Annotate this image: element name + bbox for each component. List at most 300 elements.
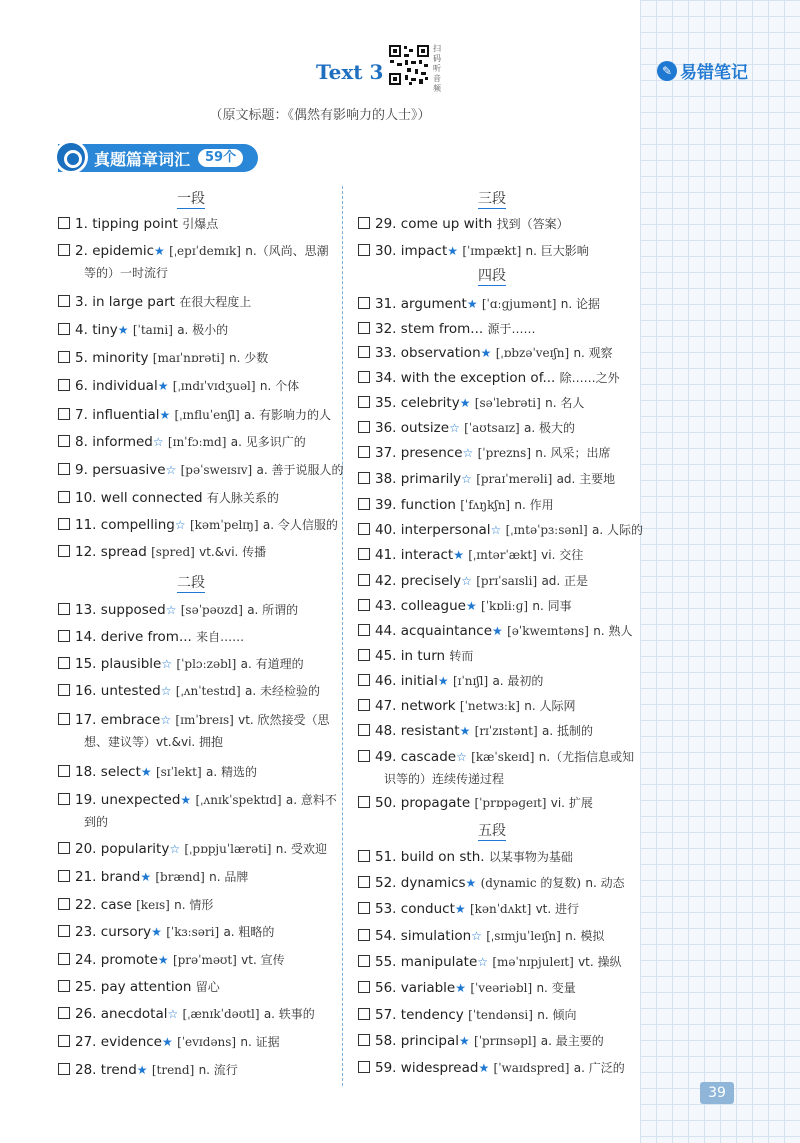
checkbox[interactable] (358, 446, 370, 458)
item-pronunciation: [ˌɪntəˈpɜːsənl] (505, 523, 588, 537)
item-number: 33. (375, 345, 397, 361)
star-icon: ★ (459, 396, 471, 410)
item-definition: n.（风尚、思潮 (245, 244, 329, 258)
star-icon: ★ (458, 1034, 470, 1048)
checkbox[interactable] (358, 244, 370, 256)
item-pronunciation: [ˈprezns] (477, 446, 531, 460)
item-number: 19. (75, 792, 97, 808)
item-pronunciation: [ˌɪntərˈækt] (468, 548, 537, 562)
item-word: derive from... (100, 629, 192, 645)
checkbox[interactable] (58, 1007, 70, 1019)
item-word: influential (92, 407, 160, 423)
checkbox[interactable] (358, 796, 370, 808)
star-icon: ★ (465, 599, 477, 613)
item-word: cascade (400, 749, 457, 765)
item-pronunciation: [ˌpɒpjuˈlærəti] (184, 842, 272, 856)
checkbox[interactable] (58, 1035, 70, 1047)
section-heading: 二段 (177, 575, 205, 591)
item-number: 27. (75, 1034, 97, 1050)
checkbox[interactable] (358, 217, 370, 229)
checkbox[interactable] (358, 929, 370, 941)
item-word: come up with (400, 216, 493, 232)
vocab-item (58, 976, 220, 998)
checkbox[interactable] (358, 902, 370, 914)
item-word: function (400, 497, 456, 513)
item-word: principal (400, 1033, 459, 1049)
checkbox[interactable] (358, 523, 370, 535)
checkbox[interactable] (58, 1063, 70, 1075)
item-pronunciation: [ˌɪndɪˈvɪdʒuəl] (172, 379, 256, 393)
item-word: persuasive (92, 462, 166, 478)
item-number: 6. (75, 378, 88, 394)
item-number: 45. (375, 648, 397, 664)
checkbox[interactable] (358, 674, 370, 686)
item-pronunciation: [ˈevɪdəns] (177, 1035, 237, 1049)
vocab-item (58, 319, 228, 341)
item-word: tendency (400, 1007, 464, 1023)
pen-icon: ✎ (657, 61, 677, 81)
item-number: 28. (75, 1062, 97, 1078)
item-word: case (100, 897, 132, 913)
star-icon: ☆ (462, 446, 474, 460)
item-definition: 源于…… (487, 322, 536, 336)
item-pronunciation: [sɪˈlekt] (155, 765, 202, 779)
search-icon (54, 140, 88, 174)
item-number: 43. (375, 598, 397, 614)
section-heading: 一段 (177, 191, 205, 207)
item-definition: n. 个体 (259, 379, 300, 393)
checkbox[interactable] (358, 346, 370, 358)
item-number: 7. (75, 407, 88, 423)
grid-margin (640, 0, 800, 1143)
item-definition: a. 极小的 (177, 323, 229, 337)
vocab-item (358, 1004, 576, 1026)
item-number: 23. (75, 924, 97, 940)
item-word: epidemic (92, 243, 155, 259)
checkbox[interactable] (58, 295, 70, 307)
item-definition: 来自…… (196, 630, 245, 644)
star-icon: ★ (478, 1061, 490, 1075)
checkbox[interactable] (58, 870, 70, 882)
vocab-item (358, 417, 575, 439)
item-definition: a. 有影响力的人 (244, 408, 332, 422)
item-pronunciation: [ˈtendənsi] (468, 1008, 533, 1022)
item-definition: n. 品牌 (209, 870, 249, 884)
star-icon: ★ (140, 870, 152, 884)
item-definition: vt. 操纵 (578, 955, 622, 969)
checkbox[interactable] (358, 955, 370, 967)
item-number: 21. (75, 869, 97, 885)
checkbox[interactable] (358, 498, 370, 510)
checkbox[interactable] (58, 713, 70, 725)
item-definition-cont: 等的）一时流行 (84, 266, 169, 280)
item-definition: a. 最初的 (492, 674, 544, 688)
item-definition: n. 同事 (532, 599, 572, 613)
vocab-item (58, 709, 330, 753)
item-number: 20. (75, 841, 97, 857)
vocab-item (358, 570, 588, 592)
item-word: acquaintance (400, 623, 493, 639)
star-icon: ★ (437, 674, 449, 688)
item-definition: vi. 交往 (541, 548, 584, 562)
item-definition: n. 变量 (536, 981, 576, 995)
checkbox[interactable] (358, 624, 370, 636)
star-icon: ☆ (174, 518, 186, 532)
item-pronunciation: [səˈpəʊzd] (180, 603, 243, 617)
item-number: 46. (375, 673, 397, 689)
item-pronunciation: [ˈaʊtsaɪz] (464, 421, 520, 435)
vocab-item (358, 620, 632, 642)
item-pronunciation: [ˈɪmpækt] (462, 244, 522, 258)
item-definition: n. 观察 (573, 346, 613, 360)
checkbox[interactable] (358, 472, 370, 484)
item-word: select (100, 764, 141, 780)
checkbox[interactable] (58, 545, 70, 557)
item-word: brand (100, 869, 141, 885)
vocab-item (58, 404, 331, 426)
item-definition: n. 模拟 (565, 929, 605, 943)
qr-code-icon (388, 44, 430, 86)
vocab-item (58, 680, 320, 702)
star-icon: ☆ (160, 713, 172, 727)
star-icon: ★ (157, 379, 169, 393)
item-pronunciation: [ˌepɪˈdemɪk] (169, 244, 241, 258)
item-number: 5. (75, 350, 88, 366)
item-pronunciation: [məˈnɪpjuleɪt] (492, 955, 574, 969)
item-number: 14. (75, 629, 97, 645)
item-word: stem from... (400, 321, 484, 337)
item-definition: a. 令人信服的 (262, 518, 338, 532)
item-word: minority (92, 350, 149, 366)
item-word: individual (92, 378, 158, 394)
vocab-item (58, 514, 338, 536)
vocab-item (58, 291, 251, 313)
item-number: 53. (375, 901, 397, 917)
star-icon: ☆ (165, 603, 177, 617)
checkbox[interactable] (358, 981, 370, 993)
item-definition: n. 情形 (174, 898, 214, 912)
item-definition: ad. 主要地 (556, 472, 616, 486)
star-icon: ☆ (471, 929, 482, 943)
checkbox[interactable] (58, 463, 70, 475)
item-pronunciation: [keɪs] (136, 898, 170, 912)
item-definition: 留心 (195, 980, 220, 994)
item-number: 47. (375, 698, 397, 714)
section-heading: 三段 (478, 191, 506, 207)
star-icon: ☆ (456, 750, 467, 764)
item-pronunciation: [ˌɪnfluˈenʃl] (174, 408, 240, 422)
item-definition: a. 抵制的 (541, 724, 593, 738)
item-word: impact (400, 243, 448, 259)
star-icon: ★ (159, 408, 171, 422)
checkbox[interactable] (358, 371, 370, 383)
checkbox[interactable] (58, 217, 70, 229)
item-pronunciation: [ˈɑːɡjumənt] (481, 297, 557, 311)
item-definition: 在很大程度上 (179, 295, 252, 309)
checkbox[interactable] (358, 396, 370, 408)
star-icon: ★ (162, 1035, 173, 1049)
checkbox[interactable] (58, 657, 70, 669)
item-definition: ad. 正是 (541, 574, 589, 588)
checkbox[interactable] (358, 850, 370, 862)
item-number: 35. (375, 395, 397, 411)
star-icon: ★ (492, 624, 503, 638)
checkbox[interactable] (358, 1008, 370, 1020)
item-definition: 除……之外 (559, 371, 620, 385)
item-pronunciation: [ˈkɜːsəri] (166, 925, 220, 939)
item-word: celebrity (400, 395, 460, 411)
item-number: 9. (75, 462, 88, 478)
item-number: 16. (75, 683, 97, 699)
checkbox[interactable] (58, 953, 70, 965)
star-icon: ☆ (165, 463, 177, 477)
item-word: build on sth. (400, 849, 485, 865)
checkbox[interactable] (358, 750, 370, 762)
item-definition: n. 巨大影响 (525, 244, 589, 258)
star-icon: ★ (453, 548, 464, 562)
checkbox[interactable] (58, 793, 70, 805)
item-pronunciation: [ˈfʌŋkʃn] (460, 498, 511, 512)
item-number: 18. (75, 764, 97, 780)
item-word: interpersonal (400, 522, 491, 538)
page-number: 39 (700, 1082, 734, 1104)
vocab-item (58, 1031, 280, 1053)
vocab-item (358, 293, 600, 315)
vocab-item (358, 1030, 604, 1052)
item-number: 52. (375, 875, 397, 891)
item-number: 15. (75, 656, 97, 672)
item-number: 49. (375, 749, 397, 765)
item-pronunciation: [ɪnˈfɔːmd] (167, 435, 227, 449)
star-icon: ☆ (152, 435, 164, 449)
checkbox[interactable] (358, 1034, 370, 1046)
item-definition: a. 有道理的 (240, 657, 304, 671)
item-word: promote (100, 952, 158, 968)
checkbox[interactable] (358, 297, 370, 309)
checkbox[interactable] (358, 574, 370, 586)
checkbox[interactable] (58, 630, 70, 642)
item-pronunciation: [ˈwaɪdspred] (493, 1061, 570, 1075)
vocab-item (58, 789, 337, 833)
item-pronunciation: [rɪˈzɪstənt] (474, 724, 538, 738)
star-icon: ☆ (160, 684, 172, 698)
checkbox[interactable] (58, 408, 70, 420)
vocab-title: 真题篇章词汇 (94, 149, 191, 169)
star-icon: ☆ (477, 955, 489, 969)
checkbox[interactable] (58, 842, 70, 854)
vocab-item (358, 213, 569, 235)
vocab-item (58, 921, 274, 943)
checkbox[interactable] (58, 491, 70, 503)
item-word: variable (400, 980, 456, 996)
vocab-item (58, 213, 218, 235)
item-number: 11. (75, 517, 97, 533)
item-number: 36. (375, 420, 397, 436)
item-word: manipulate (400, 954, 478, 970)
item-word: unexpected (100, 792, 181, 808)
checkbox[interactable] (358, 548, 370, 560)
vocab-item (58, 240, 329, 284)
item-pronunciation: [ˈprɒpəɡeɪt] (474, 796, 547, 810)
star-icon: ★ (140, 765, 152, 779)
star-icon: ☆ (490, 523, 502, 537)
item-pronunciation: [kæˈskeɪd] (471, 750, 535, 764)
item-number: 57. (375, 1007, 397, 1023)
item-word: embrace (100, 712, 161, 728)
vocab-item (58, 347, 268, 369)
item-number: 25. (75, 979, 97, 995)
vocab-item (58, 866, 248, 888)
item-pronunciation: [ˈplɔːzəbl] (176, 657, 237, 671)
item-word: outsize (400, 420, 450, 436)
item-definition: a. 人际的 (592, 523, 643, 537)
star-icon: ★ (480, 346, 492, 360)
vocab-item (58, 626, 244, 648)
item-number: 24. (75, 952, 97, 968)
item-definition: vi. 扩展 (550, 796, 593, 810)
item-word: untested (100, 683, 161, 699)
item-pronunciation: [ˌʌnˈtestɪd] (175, 684, 241, 698)
star-icon: ★ (447, 244, 459, 258)
item-word: evidence (100, 1034, 162, 1050)
item-word: resistant (400, 723, 460, 739)
item-definition: n. 少数 (229, 351, 269, 365)
item-word: with the exception of... (400, 370, 556, 386)
item-word: propagate (400, 795, 471, 811)
vocab-item (358, 898, 579, 920)
item-number: 17. (75, 712, 97, 728)
vocab-item (58, 653, 304, 675)
vocab-item (58, 431, 306, 453)
star-icon: ★ (455, 981, 467, 995)
item-pronunciation: [ˈkɒliːɡ] (481, 599, 529, 613)
item-definition: vt.&vi. 传播 (199, 545, 267, 559)
item-definition: n. 动态 (585, 876, 625, 890)
item-pronunciation: [ɪˈnɪʃl] (452, 674, 489, 688)
checkbox[interactable] (58, 379, 70, 391)
item-number: 44. (375, 623, 397, 639)
vocab-item (358, 792, 593, 814)
item-definition: n. 熟人 (593, 624, 633, 638)
item-word: observation (400, 345, 481, 361)
item-definition: a. 最主要的 (540, 1034, 604, 1048)
item-word: presence (400, 445, 463, 461)
star-icon: ★ (454, 902, 466, 916)
item-pronunciation: [ˌænɪkˈdəʊtl] (182, 1007, 260, 1021)
item-number: 41. (375, 547, 397, 563)
item-number: 29. (375, 216, 397, 232)
checkbox[interactable] (358, 421, 370, 433)
vocab-item (358, 519, 643, 541)
star-icon: ★ (459, 724, 471, 738)
item-word: anecdotal (100, 1006, 168, 1022)
original-title: （原文标题：《偶然有影响力的人士》） (209, 108, 431, 123)
item-definition: n. 倾向 (537, 1008, 577, 1022)
checkbox[interactable] (58, 684, 70, 696)
item-pronunciation: [ˌɒbzəˈveɪʃn] (495, 346, 570, 360)
item-pronunciation: [kəmˈpelɪŋ] (189, 518, 259, 532)
item-word: widespread (400, 1060, 479, 1076)
item-number: 37. (375, 445, 397, 461)
item-definition: n. 作用 (514, 498, 554, 512)
vocab-item (358, 595, 572, 617)
star-icon: ★ (151, 925, 162, 939)
star-icon: ☆ (449, 421, 460, 435)
star-icon: ★ (180, 793, 192, 807)
item-word: compelling (100, 517, 175, 533)
checkbox[interactable] (358, 699, 370, 711)
vocab-item (358, 367, 620, 389)
checkbox[interactable] (358, 724, 370, 736)
item-pronunciation: [əˈkweɪntəns] (507, 624, 589, 638)
item-pronunciation: [səˈlebrəti] (474, 396, 541, 410)
checkbox[interactable] (358, 322, 370, 334)
item-definition: a. 善于说服人的 (256, 463, 344, 477)
checkbox[interactable] (58, 244, 70, 256)
checkbox[interactable] (58, 323, 70, 335)
item-pronunciation: [spred] (151, 545, 195, 559)
item-word: conduct (400, 901, 455, 917)
item-pronunciation: [ˈtaɪni] (132, 323, 173, 337)
item-number: 51. (375, 849, 397, 865)
item-word: spread (100, 544, 147, 560)
checkbox[interactable] (58, 351, 70, 363)
item-number: 4. (75, 322, 88, 338)
item-definition: n. 受欢迎 (275, 842, 328, 856)
item-definition: n.（尤指信息或知 (538, 750, 635, 764)
checkbox[interactable] (358, 649, 370, 661)
column-divider (342, 186, 343, 1086)
checkbox[interactable] (358, 876, 370, 888)
item-word: network (400, 698, 456, 714)
checkbox[interactable] (58, 603, 70, 615)
checkbox[interactable] (358, 599, 370, 611)
checkbox[interactable] (58, 898, 70, 910)
item-number: 32. (375, 321, 397, 337)
item-word: argument (400, 296, 467, 312)
item-definition-cont: 识等的）连续传递过程 (384, 772, 505, 786)
vocab-item (358, 494, 554, 516)
checkbox[interactable] (58, 435, 70, 447)
checkbox[interactable] (58, 980, 70, 992)
vocab-item (358, 645, 473, 667)
item-word: tipping point (92, 216, 178, 232)
checkbox[interactable] (58, 925, 70, 937)
checkbox[interactable] (358, 1061, 370, 1073)
item-definition: n. 论据 (560, 297, 600, 311)
item-definition: 转而 (449, 649, 474, 663)
vocab-item (358, 544, 583, 566)
item-number: 22. (75, 897, 97, 913)
item-pronunciation: [ˈnetwɜːk] (459, 699, 520, 713)
item-word: trend (100, 1062, 137, 1078)
item-word: tiny (92, 322, 118, 338)
item-pronunciation: (dynamic 的复数) (480, 876, 582, 890)
section-heading: 四段 (478, 268, 506, 284)
star-icon: ★ (157, 953, 169, 967)
item-number: 31. (375, 296, 397, 312)
star-icon: ★ (465, 876, 477, 890)
checkbox[interactable] (58, 765, 70, 777)
vocab-item (358, 977, 576, 999)
item-pronunciation: [trend] (151, 1063, 195, 1077)
item-word: supposed (100, 602, 166, 618)
item-definition: 以某事物为基础 (488, 850, 573, 864)
item-word: primarily (400, 471, 462, 487)
checkbox[interactable] (58, 518, 70, 530)
item-definition: a. 见多识广的 (230, 435, 306, 449)
vocab-header (58, 144, 258, 172)
